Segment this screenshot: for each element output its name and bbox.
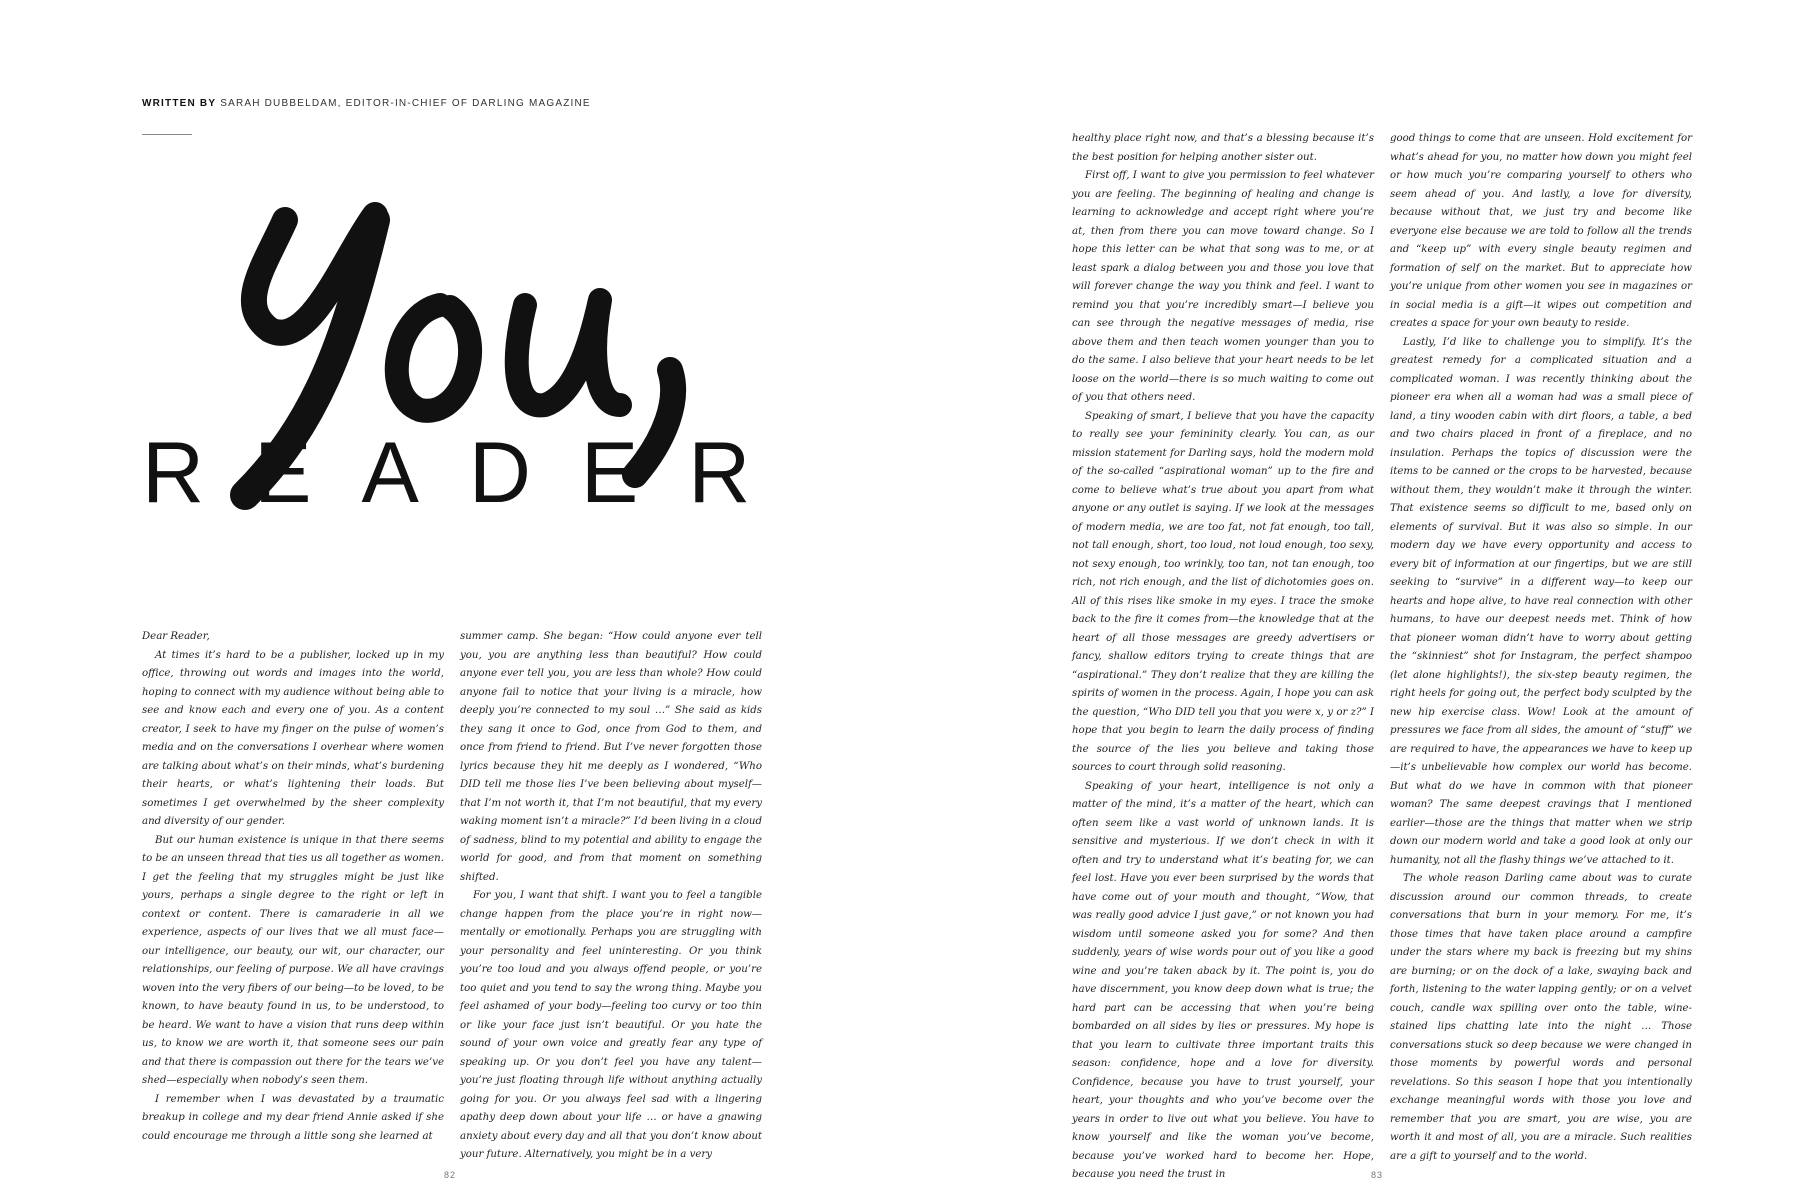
- paragraph: The whole reason Darling came about was to curate discussion around our common threads, to create conversations that burn in your memory. For me, it’s those times that have taken place around a campfire under the stars where my back is freezing but my shins are burning; or on the dock of a lake, swaying back and forth, listening to the water lapping gently; or on a velvet couch, candle wax spilling over onto the table, wine-stained lips chatting late into the night … Those conversations stuck so deep because we were changed in those moments by powerful words and personal revelations. So this season I hope that you intentionally exchange meaningful words with those you love and remember that you are smart, you are wise, you are worth it and most of all, you are a miracle. Such realities are a gift to yourself and to the world.: [1390, 873, 1692, 1162]
- page-number-left: 82: [444, 1170, 457, 1180]
- paragraph: Lastly, I’d like to challenge you to simplify. It’s the greatest remedy for a complicated situation and a complicated woman. I was recently thinking about the pioneer era when all a woman had was a small piece of land, a tiny wooden cabin with dirt floors, a table, a bed and two chairs placed in front of a fireplace, and no insulation. Perhaps the topics of discussion were the items to be canned or the crops to be harvested, because without them, they wouldn’t make it through the winter. That existence seems so difficult to me, based only on elements of survival. But it was also so simple. In our modern day we have every opportunity and access to every bit of information at our fingertips, but we are still seeking to “survive” in a different way—to keep our hearts and hope alive, to have real connection with other humans, to have our deepest needs met. Think of how that pioneer woman didn’t have to worry about getting the “skinniest” shot for Instagram, the perfect shampoo (let alone highlights!), the six-step beauty regimen, the right heels for going out, the perfect body sculpted by the new hip exercise class. Wow! Look at the amount of pressures we face from all sides, the amount of “stuff” we are required to have, the appearances we have to keep up—it’s unbelievable how complex our world has become. But what do we have in common with that pioneer woman? The same deepest cravings that I mentioned earlier—those are the things that matter when we strip down our modern world and take a good look at only our humanity, not all the flashy things we’ve attached to it.: [1390, 336, 1692, 866]
- paragraph: But our human existence is unique in that there seems to be an unseen thread that ties us all together as women. I get the feeling that my struggles might be just like yours, perhaps a single degree to the right or left in context or content. There is camaraderie in all we experience, aspects of our lives that we all must face—our intelligence, our beauty, our wit, our character, our relationships, our feeling of purpose. We all have cravings woven into the very fibers of our being—to be loved, to be known, to have beauty found in us, to be understood, to be heard. We want to have a vision that runs deep within us, to know we are worth it, that someone sees our pain and that there is compassion out there for the tears we’ve shed—especially when nobody’s seen them.: [142, 834, 444, 1086]
- left-page: [0, 0, 900, 1200]
- paragraph: Speaking of smart, I believe that you have the capacity to really see your femininity clearly. You can, as our mission statement for Darling says, hold the modern mold of the so-called “aspirational woman” up to the fire and come to believe what’s true about you apart from what anyone or any outlet is saying. If we look at the messages of modern media, we are too fat, not fat enough, too tall, not tall enough, short, too loud, not loud enough, too sexy, not sexy enough, too wrinkly, too tan, not tan enough, too rich, not rich enough, and the list of dichotomies goes on. All of this rises like smoke in my eyes. I trace the smoke back to the fire it comes from—the knowledge that at the heart of all those messages are greedy advertisers or fancy, shallow editors trying to create things that are “aspirational.” They don’t realize that they are killing the spirits of women in the process. Again, I hope you can ask the question, “Who DID tell you that you were x, y or z?” I hope that you begin to learn the daily process of finding the source of the lies you believe and taking those sources to court through solid reasoning.: [1072, 410, 1374, 773]
- article-column-1: [142, 628, 444, 1142]
- paragraph: At times it’s hard to be a publisher, locked up in my office, throwing out words and images into the world, hoping to connect with my audience without being able to see and know each and every one of you. As a content creator, I seek to have my finger on the pulse of women’s media and on the conversations I overhear where women are talking about what’s on their minds, what’s burdening their hearts, or what’s lightening their loads. But sometimes I get overwhelmed by the sheer complexity and diversity of our gender.: [142, 649, 444, 827]
- salutation: Dear Reader,: [142, 631, 210, 642]
- article-column-2: [460, 628, 762, 1160]
- article-column-3: [1072, 130, 1374, 1180]
- paragraph: First off, I want to give you permission to feel whatever you are feeling. The beginning of healing and change is learning to acknowledge and accept right where you’re at, then from there you can move toward change. So I hope this letter can be what that song was to me, or at least spark a dialog between you and those you love that will forever change the way you think and feel. I want to remind you that you’re incredibly smart—I believe you can see through the negative messages of media, rise above them and then teach women younger than you to do the same. I also believe that your heart needs to be let loose on the world—there is so much waiting to come out of you that others need.: [1072, 170, 1374, 403]
- right-page: [900, 0, 1819, 1200]
- paragraph: For you, I want that shift. I want you to feel a tangible change happen from the place you’re in right now—mentally or emotionally. Perhaps you are struggling with your personality and feel uninteresting. Or you think you’re too loud and you always offend people, or you’re too quiet and you tend to say the wrong thing. Maybe you feel ashamed of your body—feeling too curvy or too thin or like your face just isn’t beautiful. Or you hate the sound of your own voice and greatly fear any type of speaking up. Or you don’t feel you have any talent—you’re just floating through life without anything actually going for you. Or you always feel sad with a lingering apathy deep down about your life … or have a gnawing anxiety about every day and all that you don’t know about your future. Alternatively, you might be in a very: [460, 890, 762, 1160]
- paragraph: I remember when I was devastated by a traumatic breakup in college and my dear friend Annie asked if she could encourage me through a little song she learned at: [142, 1093, 444, 1142]
- paragraph: summer camp. She began: “How could anyone ever tell you, you are anything less than beautiful? How could anyone ever tell you, you are less than whole? How could anyone fail to notice that your living is a miracle, how deeply you’re connected to my soul …” She said as kids they sang it once to God, once from God to them, and once from friend to friend. But I’ve never forgotten those lyrics because they hit me deeply as I wondered, “Who DID tell me those lies I’ve been believing about myself—that I’m not worth it, that I’m not beautiful, that my every waking moment isn’t a miracle?” I’d been living in a cloud of sadness, blind to my potential and ability to engage the world for good, and from that moment on something shifted.: [460, 631, 762, 883]
- byline-author: SARAH DUBBELDAM, EDITOR-IN-CHIEF OF DARLING MAGAZINE: [220, 98, 591, 109]
- byline: [142, 98, 591, 109]
- page-number-right: 83: [1371, 1170, 1384, 1180]
- article-column-4: [1390, 130, 1692, 1162]
- paragraph: Speaking of your heart, intelligence is not only a matter of the mind, it’s a matter of the heart, which can often seem like a vast world of unknown lands. It is sensitive and mysterious. If we don’t check in with it often and try to understand what it’s beating for, we can feel lost. Have you ever been surprised by the words that have come out of your mouth and thought, “Wow, that was really good advice I just gave,” or not known you had wisdom until someone asked you for some? And then suddenly, years of wise words pour out of you like a good wine and you’re taken aback by it. The point is, you do have discernment, you know deep down what is true; the hard part can be accessing that when you’re being bombarded on all sides by lies or pressures. My hope is that you learn to cultivate three important traits this season: confidence, hope and a love for diversity. Confidence, because you have to trust yourself, your heart, your thoughts and who you’ve become over the years in order to live out what you believe. You have to know yourself and like the woman you’ve become, because you’ve worked hard to become her. Hope, because you need the trust in: [1072, 780, 1374, 1180]
- paragraph: good things to come that are unseen. Hold excitement for what’s ahead for you, no matter how down you might feel or how much you’re comparing yourself to others who seem ahead of you. And lastly, a love for diversity, because without that, we just try and become like everyone else because we are told to follow all the trends and “keep up” with every single beauty regimen and formation of self on the market. But to appreciate how you’re unique from other women you see in magazines or in social media is a gift—it wipes out competition and creates a space for your own beauty to reside.: [1390, 133, 1692, 329]
- headline-word: READER: [142, 425, 801, 521]
- byline-label: WRITTEN BY: [142, 98, 217, 109]
- byline-divider: [142, 134, 192, 135]
- paragraph: healthy place right now, and that’s a blessing because it’s the best position for helping another sister out.: [1072, 133, 1374, 163]
